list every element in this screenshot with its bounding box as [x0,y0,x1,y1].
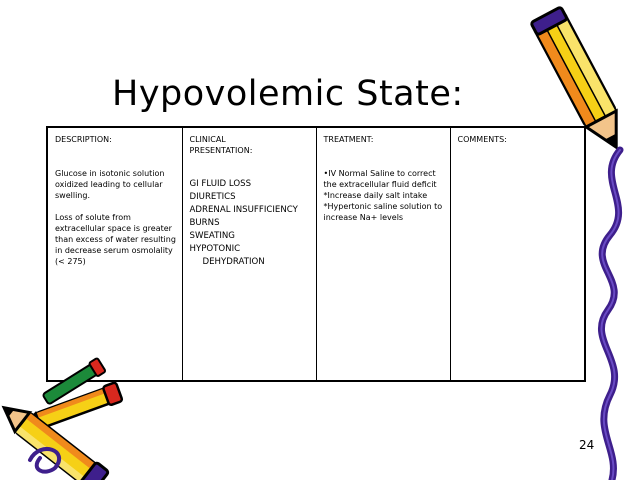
hypovolemic-table [48,128,584,380]
description-header: DESCRIPTION: [55,135,112,144]
clinical-item: DEHYDRATION [202,257,265,267]
clinical-cell [182,128,316,380]
clinical-item: DIURETICS [189,192,236,202]
clinical-item: GI FLUID LOSS [189,179,252,189]
clinical-header-line-1: CLINICAL [189,135,226,144]
treatment-item: *Increase daily salt intake [323,191,428,200]
clinical-item: BURNS [189,218,220,228]
clinical-header [190,134,311,168]
treatment-item: •IV Normal Saline to correct the extracellular fluid deficit [323,169,437,189]
table-row [48,128,584,380]
comments-header: COMMENTS: [457,135,507,144]
description-text-2: Loss of solute from extracellular space is greater than excess of water resulting in decrease serum osmolality (< 275) [55,213,176,266]
treatment-header: TREATMENT: [323,135,374,144]
clinical-item: ADRENAL INSUFFICIENCY [189,205,298,215]
clinical-item: HYPOTONIC [189,244,241,254]
treatment-item: *Hypertonic saline solution to increase Na+ levels [323,202,443,222]
description-text-1: Glucose in isotonic solution oxidized leading to cellular swelling. [55,169,165,200]
comments-cell [450,128,584,380]
description-cell [48,128,182,380]
crayon-icon [590,150,638,480]
pencil-icon [536,4,636,164]
slide-title: Hypovolemic State: [112,74,464,114]
pencil-icon [0,380,135,478]
page-number: 24 [579,438,595,452]
info-table [46,126,586,382]
treatment-cell [316,128,450,380]
clinical-header-line-2: PRESENTATION: [189,146,253,155]
clinical-item: SWEATING [189,231,235,241]
